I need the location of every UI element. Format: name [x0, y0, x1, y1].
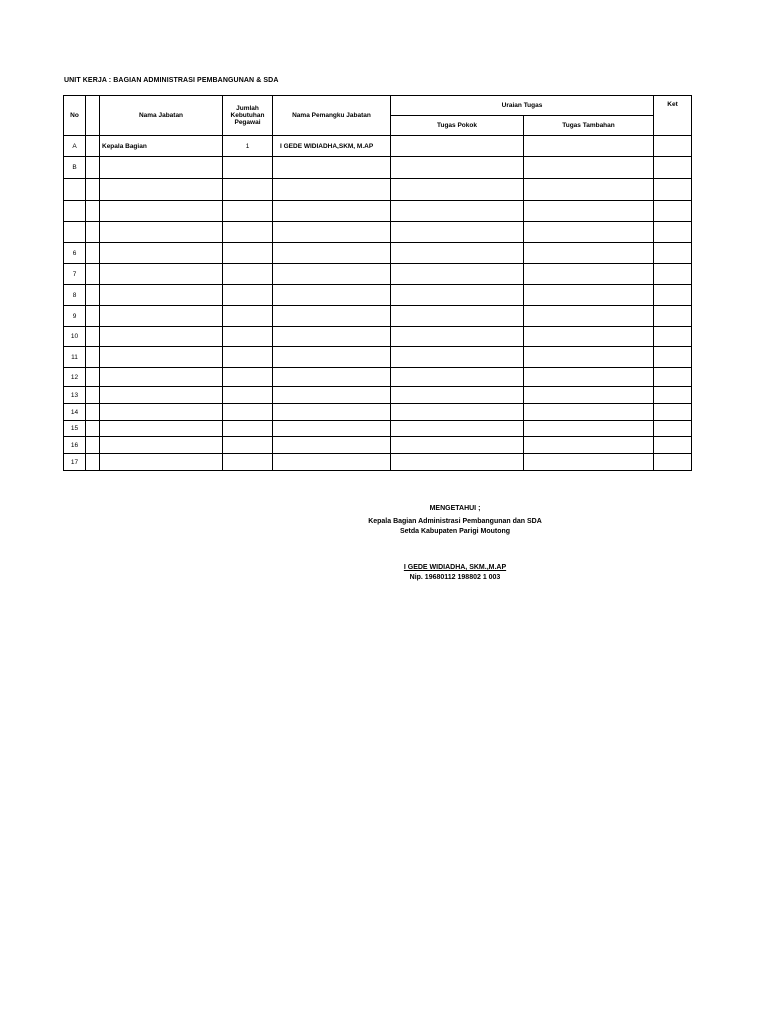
cell-no: 8	[64, 285, 86, 306]
unit-title: UNIT KERJA : BAGIAN ADMINISTRASI PEMBANGUNAN & SDA	[64, 77, 279, 84]
cell-ket	[654, 368, 692, 387]
cell-jumlah	[223, 404, 273, 421]
cell-blank	[86, 327, 100, 347]
table-row	[64, 387, 692, 404]
cell-no	[64, 201, 86, 222]
cell-ket	[654, 201, 692, 222]
signature-name: I GEDE WIDIADHA, SKM.,M.AP	[403, 564, 507, 571]
cell-tugas-pokok	[391, 243, 524, 264]
cell-ket	[654, 347, 692, 368]
cell-tugas-tambahan	[524, 368, 654, 387]
cell-tugas-pokok	[391, 437, 524, 454]
cell-pemangku	[273, 368, 391, 387]
cell-tugas-pokok	[391, 306, 524, 327]
cell-tugas-tambahan	[524, 243, 654, 264]
cell-blank	[86, 222, 100, 243]
cell-tugas-pokok	[391, 421, 524, 437]
cell-no	[64, 222, 86, 243]
cell-no: 9	[64, 306, 86, 327]
cell-ket	[654, 421, 692, 437]
task-table-body	[64, 136, 692, 471]
cell-ket	[654, 306, 692, 327]
cell-ket	[654, 243, 692, 264]
cell-jumlah	[223, 437, 273, 454]
cell-tugas-tambahan	[524, 387, 654, 404]
cell-tugas-tambahan	[524, 136, 654, 157]
cell-nama-jabatan	[100, 179, 223, 201]
signature-nip: Nip. 19680112 198802 1 003	[409, 573, 501, 581]
cell-jumlah	[223, 243, 273, 264]
cell-pemangku: I GEDE WIDIADHA,SKM, M.AP	[273, 136, 391, 157]
table-row	[64, 157, 692, 179]
cell-tugas-pokok	[391, 179, 524, 201]
cell-tugas-tambahan	[524, 327, 654, 347]
cell-blank	[86, 157, 100, 179]
cell-tugas-pokok	[391, 404, 524, 421]
header-jumlah-kebutuhan	[223, 96, 273, 136]
cell-no: 7	[64, 264, 86, 285]
header-blank	[86, 96, 100, 136]
cell-nama-jabatan	[100, 285, 223, 306]
cell-ket	[654, 285, 692, 306]
cell-blank	[86, 387, 100, 404]
header-ket: Ket	[654, 96, 692, 136]
cell-nama-jabatan	[100, 222, 223, 243]
cell-pemangku	[273, 179, 391, 201]
cell-pemangku	[273, 347, 391, 368]
cell-nama-jabatan	[100, 201, 223, 222]
cell-tugas-tambahan	[524, 421, 654, 437]
cell-nama-jabatan	[100, 368, 223, 387]
cell-nama-jabatan	[100, 454, 223, 471]
cell-no: 11	[64, 347, 86, 368]
cell-jumlah	[223, 327, 273, 347]
cell-tugas-pokok	[391, 136, 524, 157]
cell-tugas-pokok	[391, 347, 524, 368]
cell-no: 12	[64, 368, 86, 387]
cell-jumlah	[223, 285, 273, 306]
cell-ket	[654, 404, 692, 421]
cell-ket	[654, 454, 692, 471]
cell-no: 14	[64, 404, 86, 421]
table-row	[64, 454, 692, 471]
cell-no: 13	[64, 387, 86, 404]
cell-tugas-pokok	[391, 454, 524, 471]
header-no: No	[64, 96, 86, 136]
cell-jumlah	[223, 387, 273, 404]
cell-blank	[86, 306, 100, 327]
table-row	[64, 327, 692, 347]
signature-block	[340, 563, 570, 582]
cell-pemangku	[273, 222, 391, 243]
cell-pemangku	[273, 285, 391, 306]
cell-pemangku	[273, 243, 391, 264]
cell-no: 6	[64, 243, 86, 264]
cell-blank	[86, 368, 100, 387]
cell-ket	[654, 264, 692, 285]
cell-jumlah	[223, 157, 273, 179]
signature-known-label: MENGETAHUI ;	[429, 505, 481, 512]
cell-ket	[654, 327, 692, 347]
cell-pemangku	[273, 157, 391, 179]
cell-jumlah	[223, 421, 273, 437]
cell-blank	[86, 404, 100, 421]
cell-tugas-tambahan	[524, 437, 654, 454]
signature-position	[340, 517, 570, 536]
task-table	[63, 95, 692, 471]
cell-pemangku	[273, 264, 391, 285]
cell-jumlah	[223, 264, 273, 285]
cell-tugas-pokok	[391, 387, 524, 404]
cell-blank	[86, 437, 100, 454]
cell-ket	[654, 179, 692, 201]
cell-blank	[86, 136, 100, 157]
cell-blank	[86, 421, 100, 437]
cell-jumlah	[223, 306, 273, 327]
cell-pemangku	[273, 454, 391, 471]
table-row	[64, 421, 692, 437]
cell-tugas-pokok	[391, 327, 524, 347]
cell-jumlah	[223, 368, 273, 387]
cell-nama-jabatan	[100, 437, 223, 454]
cell-ket	[654, 387, 692, 404]
cell-nama-jabatan	[100, 404, 223, 421]
cell-tugas-tambahan	[524, 264, 654, 285]
cell-tugas-tambahan	[524, 157, 654, 179]
cell-blank	[86, 201, 100, 222]
cell-pemangku	[273, 327, 391, 347]
cell-no: A	[64, 136, 86, 157]
table-row	[64, 179, 692, 201]
cell-tugas-pokok	[391, 201, 524, 222]
cell-no: 17	[64, 454, 86, 471]
cell-tugas-pokok	[391, 222, 524, 243]
table-row	[64, 201, 692, 222]
header-jumlah-line1: Jumlah	[236, 105, 259, 112]
table-row	[64, 285, 692, 306]
cell-pemangku	[273, 421, 391, 437]
cell-no: 16	[64, 437, 86, 454]
header-uraian-tugas: Uraian Tugas	[391, 96, 654, 116]
cell-pemangku	[273, 404, 391, 421]
signature-position-line1: Kepala Bagian Administrasi Pembangunan dan SDA	[368, 518, 542, 525]
cell-tugas-tambahan	[524, 179, 654, 201]
table-row	[64, 306, 692, 327]
table-row	[64, 222, 692, 243]
cell-pemangku	[273, 306, 391, 327]
header-nama-pemangku: Nama Pemangku Jabatan	[273, 96, 391, 136]
cell-nama-jabatan	[100, 243, 223, 264]
cell-tugas-tambahan	[524, 404, 654, 421]
header-jumlah-line2: Kebutuhan	[230, 112, 265, 119]
header-tugas-pokok: Tugas Pokok	[391, 116, 524, 136]
cell-pemangku	[273, 437, 391, 454]
cell-no	[64, 179, 86, 201]
cell-ket	[654, 157, 692, 179]
cell-jumlah	[223, 454, 273, 471]
cell-blank	[86, 285, 100, 306]
cell-blank	[86, 454, 100, 471]
cell-pemangku	[273, 201, 391, 222]
table-row	[64, 437, 692, 454]
cell-blank	[86, 179, 100, 201]
cell-tugas-pokok	[391, 157, 524, 179]
cell-nama-jabatan	[100, 387, 223, 404]
cell-tugas-tambahan	[524, 201, 654, 222]
cell-nama-jabatan	[100, 157, 223, 179]
cell-ket	[654, 437, 692, 454]
signature-position-line2: Setda Kabupaten Parigi Moutong	[399, 527, 511, 535]
header-jumlah-line3: Pegawai	[234, 119, 261, 126]
cell-tugas-pokok	[391, 285, 524, 306]
cell-tugas-tambahan	[524, 285, 654, 306]
cell-ket	[654, 222, 692, 243]
cell-no: B	[64, 157, 86, 179]
cell-nama-jabatan	[100, 306, 223, 327]
cell-tugas-pokok	[391, 368, 524, 387]
table-row	[64, 136, 692, 157]
cell-jumlah	[223, 201, 273, 222]
cell-no: 15	[64, 421, 86, 437]
cell-ket	[654, 136, 692, 157]
cell-nama-jabatan	[100, 347, 223, 368]
table-row	[64, 347, 692, 368]
header-tugas-tambahan: Tugas Tambahan	[524, 116, 654, 136]
cell-pemangku	[273, 387, 391, 404]
cell-blank	[86, 264, 100, 285]
cell-tugas-pokok	[391, 264, 524, 285]
cell-tugas-tambahan	[524, 454, 654, 471]
header-nama-jabatan: Nama Jabatan	[100, 96, 223, 136]
cell-tugas-tambahan	[524, 222, 654, 243]
cell-nama-jabatan: Kepala Bagian	[100, 136, 223, 157]
table-row	[64, 404, 692, 421]
cell-blank	[86, 243, 100, 264]
table-row	[64, 368, 692, 387]
cell-nama-jabatan	[100, 421, 223, 437]
cell-jumlah: 1	[223, 136, 273, 157]
cell-nama-jabatan	[100, 264, 223, 285]
cell-jumlah	[223, 347, 273, 368]
cell-jumlah	[223, 222, 273, 243]
cell-blank	[86, 347, 100, 368]
cell-no: 10	[64, 327, 86, 347]
table-row	[64, 264, 692, 285]
cell-tugas-tambahan	[524, 347, 654, 368]
cell-nama-jabatan	[100, 327, 223, 347]
cell-tugas-tambahan	[524, 306, 654, 327]
cell-jumlah	[223, 179, 273, 201]
table-row	[64, 243, 692, 264]
